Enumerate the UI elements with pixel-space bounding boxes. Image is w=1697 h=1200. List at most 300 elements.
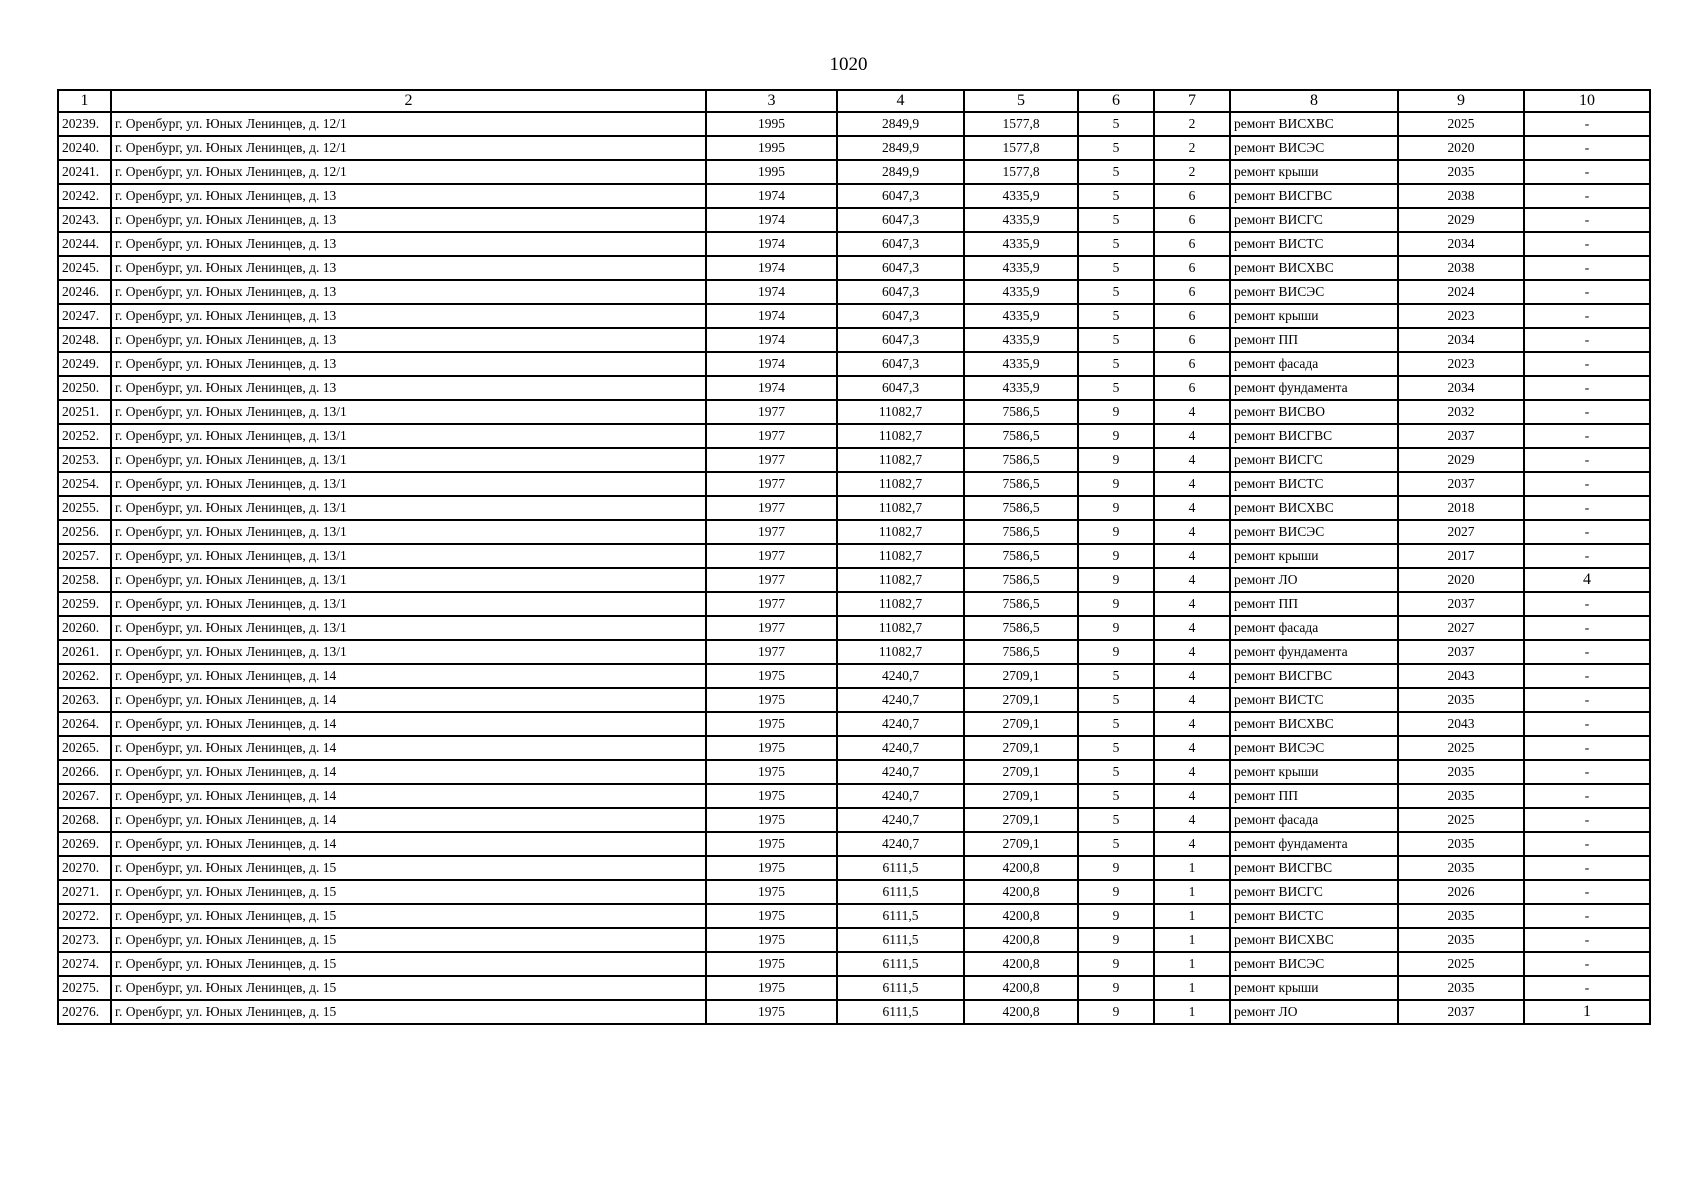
table-cell: г. Оренбург, ул. Юных Ленинцев, д. 14: [111, 832, 706, 856]
table-cell: ремонт крыши: [1230, 544, 1398, 568]
table-cell: 1977: [706, 472, 837, 496]
column-header: 10: [1524, 90, 1650, 112]
table-cell: 9: [1078, 616, 1154, 640]
table-cell: -: [1524, 640, 1650, 664]
table-cell: -: [1524, 520, 1650, 544]
table-cell: -: [1524, 160, 1650, 184]
table-cell: г. Оренбург, ул. Юных Ленинцев, д. 15: [111, 1000, 706, 1024]
table-cell: 5: [1078, 136, 1154, 160]
column-header: 9: [1398, 90, 1524, 112]
table-cell: 4335,9: [964, 304, 1078, 328]
table-cell: 5: [1078, 184, 1154, 208]
table-row: [58, 232, 1650, 256]
table-cell: 4240,7: [837, 664, 964, 688]
table-cell: 7586,5: [964, 424, 1078, 448]
table-cell: 6: [1154, 208, 1230, 232]
table-cell: 6047,3: [837, 208, 964, 232]
table-cell: -: [1524, 232, 1650, 256]
table-cell: г. Оренбург, ул. Юных Ленинцев, д. 13: [111, 376, 706, 400]
table-cell: 2026: [1398, 880, 1524, 904]
table-cell: ремонт ВИСТС: [1230, 904, 1398, 928]
table-cell: 20267.: [58, 784, 111, 808]
table-cell: 20258.: [58, 568, 111, 592]
table-cell: 20263.: [58, 688, 111, 712]
table-cell: г. Оренбург, ул. Юных Ленинцев, д. 13: [111, 280, 706, 304]
table-cell: г. Оренбург, ул. Юных Ленинцев, д. 13/1: [111, 568, 706, 592]
table-cell: 4: [1154, 400, 1230, 424]
table-cell: 1977: [706, 640, 837, 664]
table-cell: 9: [1078, 952, 1154, 976]
table-cell: 20254.: [58, 472, 111, 496]
table-cell: 9: [1078, 448, 1154, 472]
table-cell: -: [1524, 928, 1650, 952]
table-cell: ремонт фундамента: [1230, 376, 1398, 400]
column-header: 2: [111, 90, 706, 112]
table-cell: 2037: [1398, 592, 1524, 616]
table-cell: 2849,9: [837, 160, 964, 184]
table-row: [58, 952, 1650, 976]
table-row: [58, 112, 1650, 136]
table-cell: 20241.: [58, 160, 111, 184]
table-row: [58, 280, 1650, 304]
table-cell: ремонт ПП: [1230, 784, 1398, 808]
table-cell: -: [1524, 808, 1650, 832]
table-cell: г. Оренбург, ул. Юных Ленинцев, д. 13/1: [111, 496, 706, 520]
table-cell: г. Оренбург, ул. Юных Ленинцев, д. 14: [111, 808, 706, 832]
table-cell: г. Оренбург, ул. Юных Ленинцев, д. 13: [111, 328, 706, 352]
table-cell: -: [1524, 664, 1650, 688]
table-cell: 6: [1154, 232, 1230, 256]
table-cell: ремонт ЛО: [1230, 1000, 1398, 1024]
table-cell: 20252.: [58, 424, 111, 448]
table-cell: г. Оренбург, ул. Юных Ленинцев, д. 13/1: [111, 472, 706, 496]
table-cell: 9: [1078, 568, 1154, 592]
table-cell: 20240.: [58, 136, 111, 160]
table-cell: г. Оренбург, ул. Юных Ленинцев, д. 13: [111, 184, 706, 208]
table-cell: 7586,5: [964, 640, 1078, 664]
table-row: [58, 1000, 1650, 1024]
table-cell: ремонт ВИСЭС: [1230, 952, 1398, 976]
table-row: [58, 904, 1650, 928]
table-cell: 9: [1078, 544, 1154, 568]
table-cell: г. Оренбург, ул. Юных Ленинцев, д. 13/1: [111, 616, 706, 640]
table-cell: 20261.: [58, 640, 111, 664]
table-cell: 4: [1154, 712, 1230, 736]
table-cell: 1975: [706, 760, 837, 784]
table-cell: 4335,9: [964, 232, 1078, 256]
table-cell: -: [1524, 136, 1650, 160]
table-cell: -: [1524, 472, 1650, 496]
table-cell: 9: [1078, 424, 1154, 448]
table-cell: -: [1524, 352, 1650, 376]
table-cell: ремонт фасада: [1230, 808, 1398, 832]
table-cell: 5: [1078, 256, 1154, 280]
table-cell: 6047,3: [837, 232, 964, 256]
table-cell: 2037: [1398, 472, 1524, 496]
table-cell: ремонт фасада: [1230, 352, 1398, 376]
table-cell: ремонт ВИСГС: [1230, 448, 1398, 472]
table-cell: -: [1524, 256, 1650, 280]
table-cell: -: [1524, 856, 1650, 880]
table-cell: ремонт ВИСВО: [1230, 400, 1398, 424]
table-cell: 2035: [1398, 832, 1524, 856]
table-cell: 4: [1154, 544, 1230, 568]
table-row: [58, 376, 1650, 400]
table-cell: 4200,8: [964, 880, 1078, 904]
table-cell: 6: [1154, 304, 1230, 328]
table-cell: 1975: [706, 736, 837, 760]
table-row: [58, 880, 1650, 904]
table-cell: 5: [1078, 232, 1154, 256]
table-cell: 20249.: [58, 352, 111, 376]
table-cell: 1974: [706, 328, 837, 352]
table-cell: 2032: [1398, 400, 1524, 424]
table-cell: г. Оренбург, ул. Юных Ленинцев, д. 15: [111, 856, 706, 880]
table-cell: 20262.: [58, 664, 111, 688]
table-cell: 4240,7: [837, 832, 964, 856]
table-cell: 1975: [706, 1000, 837, 1024]
table-row: [58, 784, 1650, 808]
table-cell: -: [1524, 952, 1650, 976]
page-number: 1020: [829, 54, 868, 75]
table-cell: 11082,7: [837, 544, 964, 568]
table-cell: г. Оренбург, ул. Юных Ленинцев, д. 14: [111, 664, 706, 688]
table-cell: ремонт фасада: [1230, 616, 1398, 640]
table-cell: 6111,5: [837, 856, 964, 880]
table-cell: 1: [1154, 904, 1230, 928]
table-cell: 11082,7: [837, 520, 964, 544]
table-cell: 5: [1078, 280, 1154, 304]
table-cell: 4: [1154, 592, 1230, 616]
table-cell: 2027: [1398, 520, 1524, 544]
table-cell: ремонт ВИСХВС: [1230, 928, 1398, 952]
table-cell: 2034: [1398, 376, 1524, 400]
table-cell: 2020: [1398, 136, 1524, 160]
table-cell: 20270.: [58, 856, 111, 880]
table-cell: 4240,7: [837, 808, 964, 832]
table-cell: -: [1524, 376, 1650, 400]
table-cell: 11082,7: [837, 400, 964, 424]
table-cell: ремонт ВИСГВС: [1230, 184, 1398, 208]
table-row: [58, 328, 1650, 352]
table-cell: 2023: [1398, 304, 1524, 328]
table-cell: -: [1524, 688, 1650, 712]
table-cell: ремонт ВИСТС: [1230, 688, 1398, 712]
table-cell: 4200,8: [964, 904, 1078, 928]
column-header: 6: [1078, 90, 1154, 112]
table-cell: 2709,1: [964, 832, 1078, 856]
table-cell: ремонт ВИСТС: [1230, 232, 1398, 256]
table-cell: 1974: [706, 256, 837, 280]
table-cell: 5: [1078, 160, 1154, 184]
table-cell: 20266.: [58, 760, 111, 784]
table-cell: 2035: [1398, 760, 1524, 784]
table-cell: г. Оренбург, ул. Юных Ленинцев, д. 13/1: [111, 400, 706, 424]
table-row: [58, 592, 1650, 616]
table-cell: -: [1524, 736, 1650, 760]
table-row: [58, 664, 1650, 688]
table-cell: -: [1524, 328, 1650, 352]
table-cell: 5: [1078, 736, 1154, 760]
table-cell: ремонт ВИСХВС: [1230, 712, 1398, 736]
table-cell: 6: [1154, 256, 1230, 280]
column-header: 1: [58, 90, 111, 112]
table-cell: -: [1524, 976, 1650, 1000]
table-cell: -: [1524, 592, 1650, 616]
table-cell: 20269.: [58, 832, 111, 856]
table-cell: 2017: [1398, 544, 1524, 568]
table-cell: 4: [1154, 664, 1230, 688]
table-cell: г. Оренбург, ул. Юных Ленинцев, д. 13: [111, 304, 706, 328]
table-cell: 7586,5: [964, 472, 1078, 496]
table-row: [58, 688, 1650, 712]
table-cell: 6: [1154, 280, 1230, 304]
table-row: [58, 760, 1650, 784]
table-cell: 4335,9: [964, 184, 1078, 208]
table-cell: 1977: [706, 544, 837, 568]
table-cell: 6111,5: [837, 1000, 964, 1024]
table-row: [58, 856, 1650, 880]
table-cell: 1995: [706, 112, 837, 136]
table-cell: г. Оренбург, ул. Юных Ленинцев, д. 13/1: [111, 424, 706, 448]
table-cell: 6047,3: [837, 184, 964, 208]
table-cell: 4240,7: [837, 688, 964, 712]
table-cell: 2025: [1398, 952, 1524, 976]
table-cell: г. Оренбург, ул. Юных Ленинцев, д. 13/1: [111, 640, 706, 664]
table-cell: ремонт ПП: [1230, 328, 1398, 352]
table-cell: 20264.: [58, 712, 111, 736]
table-cell: 1975: [706, 784, 837, 808]
table-cell: 20272.: [58, 904, 111, 928]
table-cell: 9: [1078, 976, 1154, 1000]
table-cell: 4: [1154, 520, 1230, 544]
table-cell: 4: [1154, 448, 1230, 472]
table-row: [58, 208, 1650, 232]
table-cell: 4240,7: [837, 784, 964, 808]
table-cell: 4240,7: [837, 760, 964, 784]
table-cell: 7586,5: [964, 592, 1078, 616]
table-cell: 1: [1154, 1000, 1230, 1024]
table-cell: 2709,1: [964, 712, 1078, 736]
table-cell: 1577,8: [964, 136, 1078, 160]
table-cell: г. Оренбург, ул. Юных Ленинцев, д. 15: [111, 952, 706, 976]
table-cell: 4: [1154, 832, 1230, 856]
table-cell: 2035: [1398, 160, 1524, 184]
table-cell: 20253.: [58, 448, 111, 472]
table-cell: г. Оренбург, ул. Юных Ленинцев, д. 14: [111, 712, 706, 736]
table-cell: 20274.: [58, 952, 111, 976]
table-cell: 20247.: [58, 304, 111, 328]
table-cell: 5: [1078, 304, 1154, 328]
table-cell: ремонт ВИСГВС: [1230, 664, 1398, 688]
table-cell: 1977: [706, 424, 837, 448]
table-cell: 4335,9: [964, 256, 1078, 280]
table-cell: 20273.: [58, 928, 111, 952]
table-cell: ремонт ВИСГС: [1230, 880, 1398, 904]
table-cell: 1975: [706, 832, 837, 856]
table-cell: 2: [1154, 160, 1230, 184]
table-cell: 20260.: [58, 616, 111, 640]
table-cell: 1974: [706, 184, 837, 208]
table-cell: 20242.: [58, 184, 111, 208]
table-row: [58, 640, 1650, 664]
table-cell: 20268.: [58, 808, 111, 832]
table-cell: г. Оренбург, ул. Юных Ленинцев, д. 13/1: [111, 448, 706, 472]
table-cell: г. Оренбург, ул. Юных Ленинцев, д. 12/1: [111, 160, 706, 184]
table-cell: 20265.: [58, 736, 111, 760]
table-row: [58, 304, 1650, 328]
table-cell: 4: [1154, 760, 1230, 784]
data-table: [57, 89, 1651, 1025]
table-cell: ремонт ВИСХВС: [1230, 256, 1398, 280]
table-cell: 1974: [706, 208, 837, 232]
table-cell: 4200,8: [964, 856, 1078, 880]
table-cell: ремонт фундамента: [1230, 832, 1398, 856]
table-cell: г. Оренбург, ул. Юных Ленинцев, д. 13/1: [111, 544, 706, 568]
table-cell: г. Оренбург, ул. Юных Ленинцев, д. 15: [111, 880, 706, 904]
table-cell: 1: [1154, 856, 1230, 880]
table-row: [58, 496, 1650, 520]
table-cell: 20271.: [58, 880, 111, 904]
table-row: [58, 400, 1650, 424]
table-cell: 5: [1078, 376, 1154, 400]
table-cell: 6111,5: [837, 976, 964, 1000]
table-cell: ремонт ВИСТС: [1230, 472, 1398, 496]
table-cell: -: [1524, 712, 1650, 736]
table-cell: 4335,9: [964, 352, 1078, 376]
table-cell: 5: [1078, 112, 1154, 136]
table-cell: 6: [1154, 376, 1230, 400]
table-cell: 1577,8: [964, 112, 1078, 136]
table-cell: 20257.: [58, 544, 111, 568]
table-cell: 4335,9: [964, 280, 1078, 304]
table-cell: 7586,5: [964, 544, 1078, 568]
table-cell: 1977: [706, 616, 837, 640]
table-cell: 20250.: [58, 376, 111, 400]
table-cell: 2709,1: [964, 760, 1078, 784]
table-cell: 2849,9: [837, 136, 964, 160]
table-cell: 2: [1154, 112, 1230, 136]
table-cell: г. Оренбург, ул. Юных Ленинцев, д. 14: [111, 784, 706, 808]
table-cell: 11082,7: [837, 424, 964, 448]
table-cell: 7586,5: [964, 520, 1078, 544]
table-cell: 2709,1: [964, 784, 1078, 808]
table-cell: 2035: [1398, 928, 1524, 952]
table-cell: 4335,9: [964, 208, 1078, 232]
table-row: [58, 832, 1650, 856]
table-cell: 20276.: [58, 1000, 111, 1024]
table-cell: 11082,7: [837, 568, 964, 592]
table-cell: 2029: [1398, 448, 1524, 472]
table-cell: 2034: [1398, 328, 1524, 352]
table-cell: 9: [1078, 592, 1154, 616]
table-cell: 4: [1154, 808, 1230, 832]
table-cell: 4: [1154, 640, 1230, 664]
table-row: [58, 184, 1650, 208]
table-cell: 1974: [706, 232, 837, 256]
table-cell: 1975: [706, 952, 837, 976]
table-cell: г. Оренбург, ул. Юных Ленинцев, д. 15: [111, 976, 706, 1000]
table-cell: 6111,5: [837, 880, 964, 904]
table-cell: 6: [1154, 184, 1230, 208]
table-row: [58, 136, 1650, 160]
table-row: [58, 448, 1650, 472]
table-cell: 2709,1: [964, 808, 1078, 832]
table-cell: 11082,7: [837, 640, 964, 664]
table-cell: 4: [1154, 736, 1230, 760]
table-cell: ремонт фундамента: [1230, 640, 1398, 664]
table-cell: г. Оренбург, ул. Юных Ленинцев, д. 13/1: [111, 520, 706, 544]
table-cell: 20239.: [58, 112, 111, 136]
table-cell: 1: [1154, 952, 1230, 976]
table-cell: 4335,9: [964, 328, 1078, 352]
table-cell: 1977: [706, 496, 837, 520]
table-row: [58, 712, 1650, 736]
table-cell: 1975: [706, 904, 837, 928]
table-cell: 9: [1078, 904, 1154, 928]
table-cell: 5: [1078, 664, 1154, 688]
table-cell: 11082,7: [837, 472, 964, 496]
table-cell: ремонт ВИСЭС: [1230, 136, 1398, 160]
table-cell: г. Оренбург, ул. Юных Ленинцев, д. 13: [111, 232, 706, 256]
table-cell: 11082,7: [837, 592, 964, 616]
table-cell: -: [1524, 184, 1650, 208]
table-cell: -: [1524, 832, 1650, 856]
table-cell: 5: [1078, 760, 1154, 784]
table-cell: 1577,8: [964, 160, 1078, 184]
table-cell: 9: [1078, 496, 1154, 520]
table-row: [58, 520, 1650, 544]
table-cell: ремонт ВИСГВС: [1230, 856, 1398, 880]
table-row: [58, 736, 1650, 760]
table-cell: 4: [1154, 424, 1230, 448]
table-cell: 7586,5: [964, 616, 1078, 640]
table-cell: ремонт ВИСХВС: [1230, 112, 1398, 136]
table-cell: 2029: [1398, 208, 1524, 232]
table-cell: 20251.: [58, 400, 111, 424]
table-cell: 2020: [1398, 568, 1524, 592]
table-cell: -: [1524, 616, 1650, 640]
table-cell: 2035: [1398, 904, 1524, 928]
table-cell: 20243.: [58, 208, 111, 232]
table-cell: -: [1524, 400, 1650, 424]
table-cell: 1975: [706, 688, 837, 712]
table-cell: 4200,8: [964, 976, 1078, 1000]
table-cell: -: [1524, 304, 1650, 328]
table-cell: 1977: [706, 400, 837, 424]
table-cell: 1977: [706, 592, 837, 616]
table-cell: ремонт ЛО: [1230, 568, 1398, 592]
table-cell: 2709,1: [964, 736, 1078, 760]
table-cell: -: [1524, 448, 1650, 472]
table-cell: 2025: [1398, 808, 1524, 832]
table-cell: -: [1524, 496, 1650, 520]
table-cell: 2034: [1398, 232, 1524, 256]
table-cell: 1974: [706, 280, 837, 304]
table-cell: 2038: [1398, 256, 1524, 280]
table-cell: 9: [1078, 520, 1154, 544]
table-row: [58, 808, 1650, 832]
table-cell: 1: [1154, 976, 1230, 1000]
table-row: [58, 472, 1650, 496]
table-cell: 9: [1078, 856, 1154, 880]
table-cell: 7586,5: [964, 448, 1078, 472]
table-cell: 2035: [1398, 688, 1524, 712]
table-cell: 2025: [1398, 736, 1524, 760]
table-cell: г. Оренбург, ул. Юных Ленинцев, д. 13: [111, 352, 706, 376]
table-cell: 1977: [706, 520, 837, 544]
table-cell: 6047,3: [837, 328, 964, 352]
